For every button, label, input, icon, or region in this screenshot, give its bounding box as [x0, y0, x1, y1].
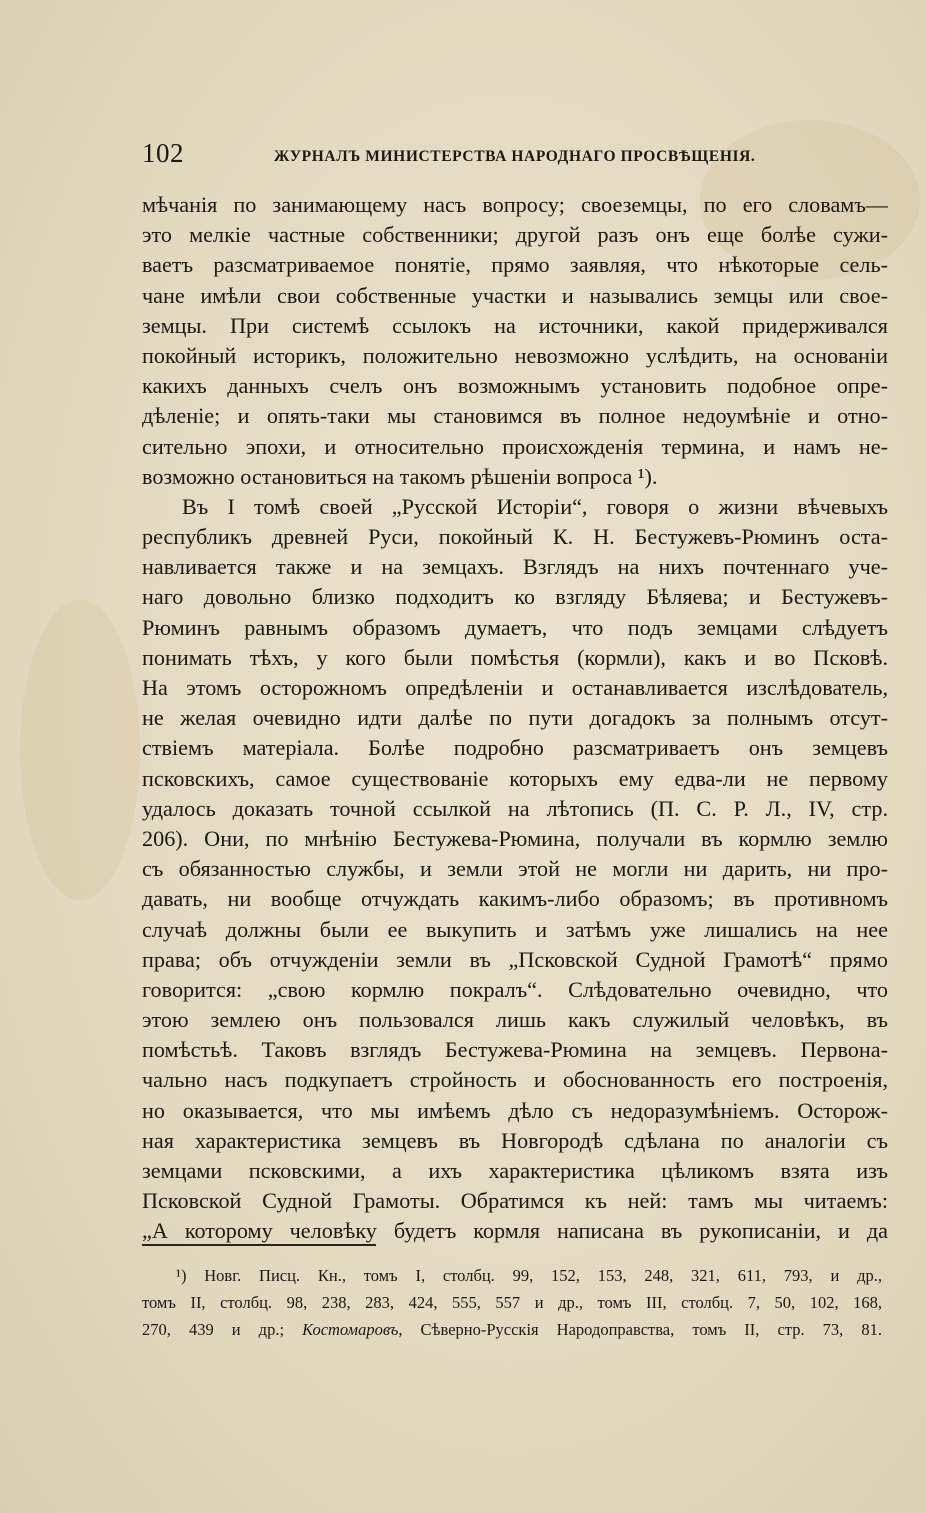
text-line: Въ I томѣ своей „Русской Исторіи“, говоря о жизни вѣчевыхъ	[182, 493, 888, 519]
text-line: понимать тѣхъ, у кого были помѣстья (кормли), какъ и во Псковѣ.	[142, 644, 888, 670]
text-line: сительно эпохи, и относительно происхожденія термина, и намъ не-	[142, 433, 888, 459]
page-number: 102	[142, 138, 184, 168]
text-line: ваетъ разсматриваемое понятіе, прямо заявляя, что нѣкоторые сель-	[142, 252, 888, 278]
paper-stain	[20, 600, 140, 900]
footnote-divider	[142, 1244, 376, 1246]
text-line: покойный историкъ, положительно невозможно услѣдить, на основаніи	[142, 342, 888, 368]
text-line: этою землею онъ пользовался лишь какъ служилый человѣкъ, въ	[142, 1007, 888, 1033]
footnotes	[142, 1262, 882, 1343]
text-line: удалось доказать точной ссылкой на лѣтопись (П. С. Р. Л., IV, стр.	[142, 795, 888, 821]
running-title: ЖУРНАЛЪ МИНИСТЕРСТВА НАРОДНАГО ПРОСВѢЩЕНІЯ.	[274, 148, 756, 165]
text-line: республикъ древней Руси, покойный К. Н. Бестужевъ-Рюминъ оста-	[142, 524, 888, 550]
text-line: Псковской Судной Грамоты. Обратимся къ ней: тамъ мы читаемъ:	[142, 1188, 888, 1214]
footnote-author: Костомаровъ	[302, 1320, 399, 1339]
page-header	[142, 136, 892, 172]
body-text	[142, 190, 888, 1247]
footnote-line	[142, 1316, 882, 1343]
text-line: права; объ отчужденіи земли въ „Псковской Судной Грамотѣ“ прямо	[142, 946, 888, 972]
text-line: мѣчанія по занимающему насъ вопросу; своеземцы, по его словамъ—	[142, 192, 888, 217]
text-line: съ обязанностью службы, и земли этой не могли ни дарить, ни про-	[142, 856, 888, 882]
text-line: „А которому человѣку будетъ кормля написана въ рукописаніи, и да	[142, 1218, 888, 1244]
text-line: На этомъ осторожномъ опредѣленіи и останавливается изслѣдователь,	[142, 675, 888, 700]
text-line: дѣленіе; и опять-таки мы становимся въ полное недоумѣніе и отно-	[142, 403, 888, 429]
text-line: возможно остановиться на такомъ рѣшеніи вопроса ¹).	[142, 463, 658, 489]
text-line: 206). Они, по мнѣнію Бестужева-Рюмина, получали въ кормлю землю	[142, 825, 888, 851]
text-line: не желая очевидно идти далѣе по пути догадокъ за полнымъ отсут-	[142, 705, 888, 731]
text-line: но оказывается, что мы имѣемъ дѣло съ недоразумѣніемъ. Осторож-	[142, 1097, 888, 1123]
footnote-text: 270, 439 и др.;	[142, 1320, 303, 1339]
footnote-line: томъ II, столбц. 98, 238, 283, 424, 555, 557 и др., томъ III, столбц. 7, 50, 102, 168,	[142, 1293, 882, 1312]
text-line: чально насъ подкупаетъ стройность и обоснованность его построенія,	[142, 1067, 888, 1093]
text-line: говорится: „свою кормлю покралъ“. Слѣдовательно очевидно, что	[142, 976, 888, 1002]
text-line: какихъ данныхъ счелъ онъ возможнымъ установить подобное опре-	[142, 373, 888, 399]
text-line: наго довольно близко подходитъ ко взгляду Бѣляева; и Бестужевъ-	[142, 584, 888, 610]
text-line: навливается также и на земцахъ. Взглядъ на нихъ почтеннаго уче-	[142, 554, 888, 580]
text-line: Рюминъ равнымъ образомъ думаетъ, что подъ земцами слѣдуетъ	[142, 614, 888, 640]
text-line: псковскихъ, самое существованіе которыхъ ему едва-ли не первому	[142, 765, 888, 791]
text-line: ствіемъ матеріала. Болѣе подробно разсматриваетъ онъ земцевъ	[142, 735, 888, 761]
footnote-text: , Сѣверно-Русскія Народоправства, томъ II, стр. 73, 81.	[398, 1320, 882, 1339]
text-line: ная характеристика земцевъ въ Новгородѣ сдѣлана по аналогіи съ	[142, 1127, 888, 1153]
text-line: земцами псковскими, а ихъ характеристика цѣликомъ взята изъ	[142, 1158, 888, 1183]
text-line: земцы. При системѣ ссылокъ на источники, какой придерживался	[142, 312, 888, 338]
footnote-line: ¹) Новг. Писц. Кн., томъ I, столбц. 99, 152, 153, 248, 321, 611, 793, и др.,	[176, 1266, 882, 1285]
text-line: помѣстьѣ. Таковъ взглядъ Бестужева-Рюмина на земцевъ. Первона-	[142, 1037, 888, 1063]
text-line: чане имѣли свои собственные участки и назывались земцы или свое-	[142, 282, 888, 308]
text-line: это мелкіе частные собственники; другой разъ онъ еще болѣе сужи-	[142, 222, 888, 248]
text-line: давать, ни вообще отчуждать какимъ-либо образомъ; въ противномъ	[142, 886, 888, 912]
text-line: случаѣ должны были ее выкупить и затѣмъ уже лишались на нее	[142, 916, 888, 942]
